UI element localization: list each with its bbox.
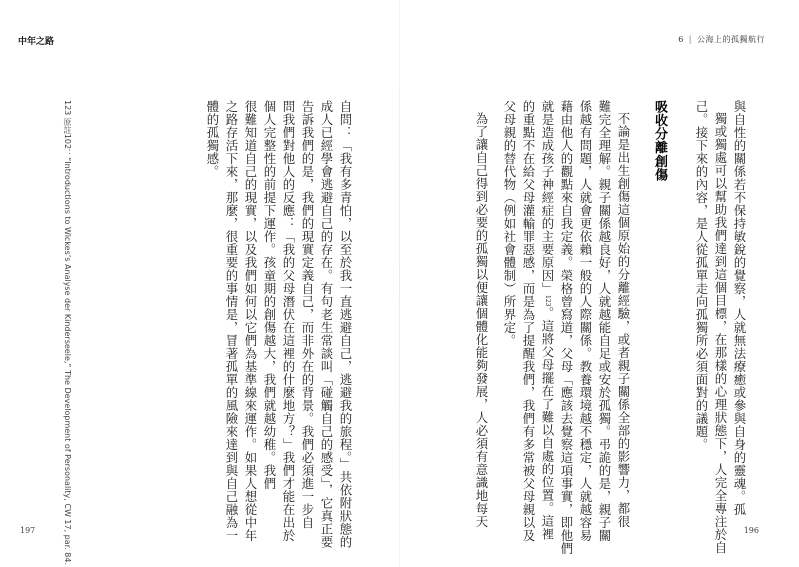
footnote-ref[interactable]: 123: [544, 295, 551, 307]
right-para2-line6: 的重點不在給父母灌輸罪惡感，而是為了提醒我們，我們有多常被父母親以及: [521, 100, 536, 542]
right-para1-line3: 己。接下來的內容，是人從孤單走向孤獨所必須面對的議題。: [694, 100, 709, 451]
left-line3: 告訴我們的是，我們的現實定義自己，而非外在的背景。我們必須進一步自: [300, 100, 315, 529]
footnote: [62, 100, 73, 565]
right-para2-line3: 係越有問題，人就會更依賴一般的人際關係。教養環境越不穩定，人就越容易: [578, 100, 593, 542]
quote-tail: 。這將父母擺在了難以自處的位置。這裡: [540, 306, 555, 541]
right-para1-line2: 獨或獨處可以幫助我們達到這個目標，在那樣的心理狀態下，人完全專注於自: [713, 112, 728, 554]
page-number-right: 196: [743, 526, 759, 535]
chapter-number: 6: [678, 35, 684, 44]
left-line1: 自問：「我有多青怕，以至於我一直逃避自己，逃避我的旅程。」共依附狀態的: [338, 100, 353, 549]
left-line5: 個人完整性的前提下運作。孩童期的創傷越大，我們就越幼稚。我們: [262, 100, 277, 490]
running-head-left: 中年之路: [18, 37, 55, 47]
chapter-title: 公海上的孤獨航行: [697, 35, 765, 44]
left-line7: 之路存活下來，那麼，很重要的事情是，冒著孤單的風險來達到與自己融為一: [224, 100, 239, 542]
right-para2-line8: 為了讓自己得到必要的孤獨以便讓個體化能夠發展，人必須有意識地每天: [474, 112, 489, 528]
page-gutter: [399, 0, 400, 567]
right-para2-line1: 不論是出生創傷這個原始的分離經驗，或者親子關係全部的影響力，都很: [616, 112, 631, 528]
quote-text: 就是造成孩子神經症的主要原因」: [540, 100, 555, 295]
left-line2: 成人已經學會逃避自己的存在。有句老生常談叫「碰觸自己的感受」，它真正要: [319, 100, 334, 549]
right-para2-line7: 父母親的替代物（例如社會體制）所界定。: [502, 100, 517, 347]
footnote-number: 123: [63, 100, 72, 116]
right-para1-line1: 與自性的關係若不保持敏銳的覺察，人就無法療癒或參與自身的靈魂。孤: [732, 100, 747, 516]
page-number-left: 197: [20, 526, 36, 535]
left-line8: 體的孤獨感。: [205, 100, 220, 178]
running-head-right: [678, 34, 765, 45]
left-line6: 很難知道自己的現實，以及我們如何以它們為基準線來運作。如果人想從中年: [243, 100, 258, 542]
right-para2-line2: 難完全理解。親子關係越良好，人就越能自足或安於孤獨。弔詭的是，親子關: [597, 100, 612, 542]
left-line4: 問我們對他人的反應：「我的父母潛伏在這裡的什麼地方？」我們才能在出於: [281, 100, 296, 542]
right-para2-line4: 藉由他人的觀點來自我定義。榮格曾寫道，父母「應該去覺察這項事實，即他們: [559, 100, 574, 555]
section-heading: 吸收分離創傷: [652, 100, 667, 182]
header-separator: |: [688, 35, 692, 44]
right-para2-line5: [538, 100, 556, 540]
footnote-text: 原註102：“Introductions to Wickes’s Analyse der Kinderseele,” The Development of Personality, CW 17, par. 84.: [63, 117, 72, 566]
